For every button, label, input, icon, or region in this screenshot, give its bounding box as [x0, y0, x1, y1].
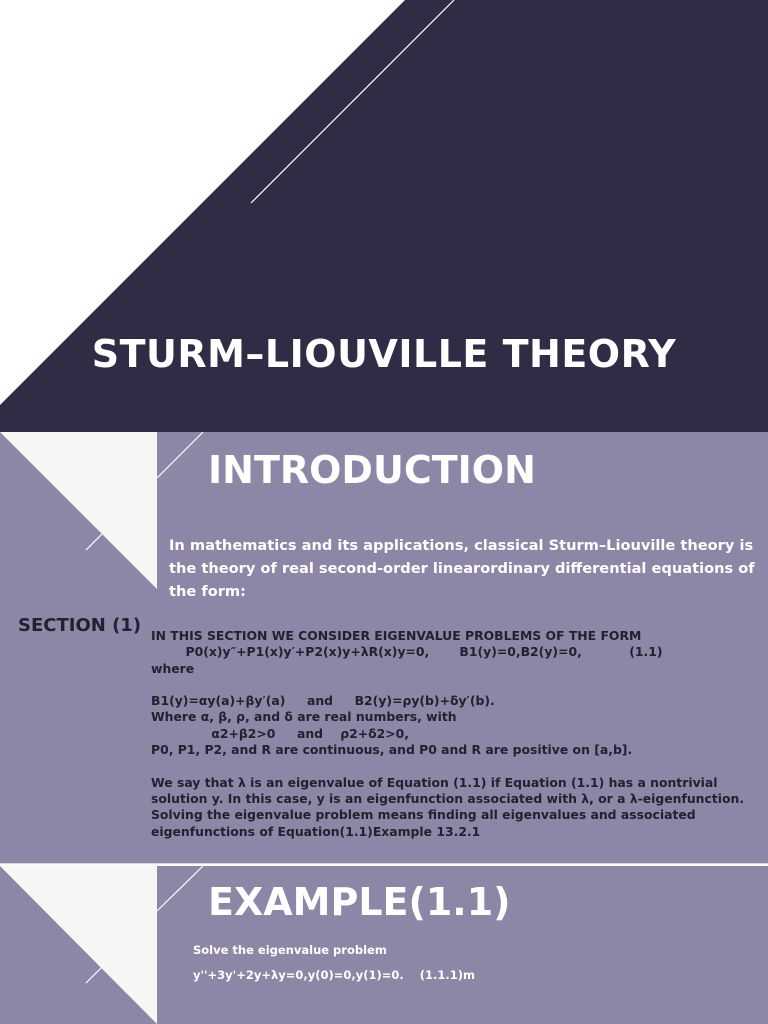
section-line: IN THIS SECTION WE CONSIDER EIGENVALUE PROBLEMS OF THE FORM — [151, 628, 642, 643]
section-line: Where α, β, ρ, and δ are real numbers, with — [151, 709, 457, 725]
section-body — [151, 628, 763, 840]
section-line: P0, P1, P2, and R are continuous, and P0 and R are positive on [a,b]. — [151, 742, 633, 758]
introduction-paragraph: In mathematics and its applications, classical Sturm–Liouville theory is the theory of real second-order linearordinary differential equations of the form: — [169, 537, 755, 600]
example-equation: y''+3y'+2y+λy=0,y(0)=0,y(1)=0. (1.1.1)m — [193, 968, 476, 982]
section-line: P0(x)y″+P1(x)y′+P2(x)y+λR(x)y=0, B1(y)=0,B2(y)=0, (1.1) — [151, 644, 663, 660]
example-prompt: Solve the eigenvalue problem — [193, 943, 387, 957]
section-line: B1(y)=αy(a)+βy′(a) and B2(y)=ρy(b)+δy′(b). — [151, 693, 495, 709]
section-line: solution y. In this case, y is an eigenfunction associated with λ, or a λ-eigenfunction. — [151, 790, 745, 806]
section-label: SECTION (1) — [18, 615, 142, 636]
introduction-heading: INTRODUCTION — [208, 448, 536, 492]
example-heading: EXAMPLE(1.1) — [208, 880, 511, 924]
section-line: eigenfunctions of Equation(1.1)Example 13.2.1 — [151, 823, 481, 839]
section-line: We say that λ is an eigenvalue of Equation (1.1) if Equation (1.1) has a nontrivial — [151, 774, 718, 790]
section-line — [151, 677, 763, 693]
page-title: STURM–LIOUVILLE THEORY — [91, 332, 677, 376]
section-line: Solving the eigenvalue problem means finding all eigenvalues and associated — [151, 807, 696, 823]
section-line — [151, 758, 763, 774]
section-line: α2+β2>0 and ρ2+δ2>0, — [151, 725, 409, 741]
section-line: where — [151, 660, 195, 676]
